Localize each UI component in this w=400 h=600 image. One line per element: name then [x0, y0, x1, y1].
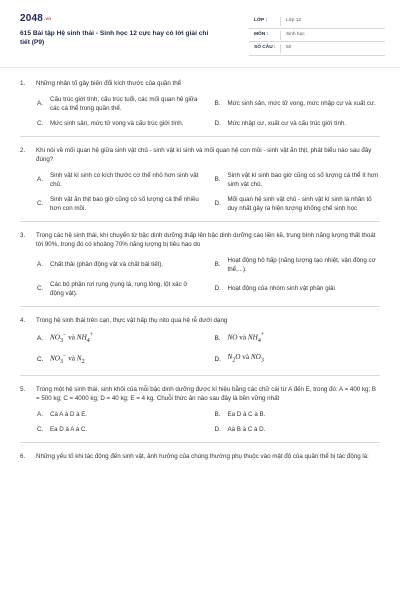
answer-option-c[interactable] [37, 280, 203, 298]
formula-connector: và [68, 333, 75, 342]
formula-connector: và [68, 354, 75, 363]
answer-options [20, 95, 380, 128]
option-letter: A. [37, 261, 44, 268]
formula-base: N [227, 353, 233, 362]
meta-row-count [249, 42, 385, 56]
document-meta-table [249, 15, 385, 56]
question-number: 1. [20, 80, 26, 87]
formula-base: NO [50, 333, 60, 342]
meta-value: Sinh học [286, 31, 305, 37]
formula-charge: + [260, 332, 265, 338]
meta-value: 50 [286, 45, 292, 50]
answer-option-c[interactable] [37, 195, 203, 213]
option-letter: D. [214, 285, 221, 292]
option-letter: A. [37, 100, 44, 107]
meta-row-subject [249, 29, 385, 43]
formula-base: NO [50, 354, 60, 363]
formula-charge: − [63, 352, 67, 359]
formula-subscript: 4 [257, 337, 261, 344]
option-letter: B. [214, 100, 221, 107]
option-text: Mức sinh sản, mức tử vong, mức nhập cư và xuất cư. [227, 100, 376, 107]
answer-option-d[interactable] [215, 425, 381, 434]
option-text: Hoạt động hô hấp (năng lượng tạo nhiệt, vận động cơ thể,...). [227, 256, 376, 273]
document-title: 615 Bài tập Hệ sinh thái - Sinh học 12 cực hay có lời giải chi tiết (P9) [20, 30, 209, 46]
answer-option-a[interactable] [37, 256, 203, 274]
question [20, 231, 380, 307]
answer-option-b[interactable] [215, 95, 381, 113]
answer-option-b[interactable] [215, 256, 381, 274]
option-text: Hoạt động của nhóm sinh vật phân giải [227, 285, 335, 292]
logo-suffix: .vn [44, 16, 52, 21]
option-text: Aà B à C à D. [227, 425, 266, 433]
option-formula [50, 331, 203, 346]
option-letter: B. [214, 334, 221, 342]
option-letter: D. [214, 355, 221, 363]
option-letter: A. [37, 410, 44, 418]
answer-option-d[interactable] [215, 195, 381, 213]
question [20, 146, 380, 222]
option-letter: D. [214, 119, 221, 127]
question [20, 316, 380, 376]
option-letter: B. [214, 410, 221, 418]
answer-options [20, 410, 380, 434]
formula-subscript: 4 [86, 337, 90, 344]
option-text: Sinh vật ăn thịt bao giờ cũng có số lượng cá thể nhiều hơn con mồi. [50, 195, 199, 212]
answer-option-a[interactable] [37, 171, 203, 189]
option-letter: C. [37, 355, 44, 363]
question-number: 4. [20, 316, 26, 324]
option-text: Mức sinh sản, mức tử vong và cấu trúc giới tính. [50, 119, 184, 127]
meta-value: Lớp 12 [286, 18, 302, 23]
option-text: Mối quan hệ sinh vật chủ - sinh vật kí sinh là nhân tố duy nhất gây ra hiện tượng khống chế sinh học [227, 195, 372, 212]
option-letter: B. [214, 176, 221, 183]
formula-connector: và [242, 353, 250, 362]
question-text: Những yếu tố khi tác động đến sinh vật, ảnh hưởng của chúng thường phụ thuộc vào mật độ của quần thể bị tác động là: [36, 452, 369, 460]
meta-key: MÔN : [254, 31, 269, 37]
option-formula [50, 352, 203, 367]
answer-option-d[interactable] [215, 119, 381, 128]
question-text: Trong một hệ sinh thái, sinh khối của mỗi bậc dinh dưỡng được kí hiệu bằng các chữ cái từ A đến E, trong đó: A = 400 kg; B = 500 kg; C = 4000 kg; D = 40 kg; E = 4 kg. Chuỗi thức ăn nào sau đây là bền vững nhất [36, 385, 377, 403]
logo-text: 2048 [20, 13, 44, 24]
option-letter: C. [37, 200, 44, 207]
formula-subscript: 2 [232, 357, 236, 364]
formula-base: N [76, 354, 82, 363]
question-text: Những nhân tố gây biến đổi kích thước của quần thể [36, 80, 182, 87]
option-text: Cà A à D à E. [50, 410, 88, 418]
question-text: Trong hệ sinh thái trên cạn, thực vật hấp thụ nito qua hệ rễ dưới dạng [36, 316, 228, 324]
meta-key: SỐ CÂU : [254, 45, 276, 50]
option-text: Ea D à A à C. [50, 425, 88, 433]
formula-base: NO [250, 353, 261, 362]
formula-charge: + [89, 332, 94, 338]
meta-key: LỚP : [254, 18, 268, 23]
meta-row-class [249, 15, 385, 29]
option-text: Sinh vật kí sinh có kích thước cơ thể nhỏ hơn sinh vật chủ. [50, 171, 199, 188]
formula-subscript: 3 [260, 357, 264, 364]
question-text: Trong các hệ sinh thái, khi chuyển từ bậc dinh dưỡng thấp lên bậc dinh dưỡng cao liền kề, trung bình năng lượng thất thoát tới 90%, trong đó có khoảng 70% năng lượng bị tiêu hao do [36, 231, 376, 248]
answer-option-a[interactable] [37, 331, 203, 346]
question-list [20, 79, 380, 478]
meta-divider [280, 31, 281, 40]
question-number: 3. [20, 231, 26, 239]
formula-subscript: 2 [81, 358, 85, 365]
answer-option-b[interactable] [215, 171, 381, 189]
page-header [0, 0, 400, 66]
answer-option-d[interactable] [215, 280, 381, 298]
option-text: Chất thải (phân động vật và chất bài tiết). [50, 261, 164, 268]
question-text: Khi nói về mối quan hệ giữa sinh vật chủ - sinh vật kí sinh và mối quan hệ con mồi - sinh vật ăn thịt, phát biểu nào sau đây đúng? [36, 146, 372, 163]
answer-option-a[interactable] [37, 95, 203, 113]
header-divider [0, 67, 400, 68]
answer-options [20, 331, 380, 367]
answer-option-b[interactable] [215, 410, 381, 419]
option-letter: C. [37, 425, 44, 433]
answer-option-c[interactable] [37, 425, 203, 434]
option-letter: C. [37, 285, 44, 292]
option-text: Sinh vật kí sinh bao giờ cũng có số lượng cá thể ít hơn sinh vật chủ. [227, 171, 379, 188]
option-letter: A. [37, 176, 44, 183]
site-logo[interactable] [20, 13, 51, 24]
answer-option-d[interactable] [215, 352, 381, 367]
option-letter: A. [37, 334, 44, 342]
question-number: 5. [20, 385, 26, 393]
question [20, 452, 380, 470]
formula-subscript: 3 [60, 358, 63, 365]
answer-option-c[interactable] [37, 119, 203, 128]
option-text: Ea D à C à B. [227, 410, 266, 418]
meta-divider [280, 44, 281, 53]
option-text: Cấu trúc giới tính, cấu trúc tuổi, các mối quan hệ giữa các cá thể trong quần thể. [50, 95, 198, 112]
meta-divider [280, 17, 281, 26]
answer-options [20, 171, 380, 213]
formula-base: NH [247, 333, 258, 342]
option-letter: D. [214, 200, 221, 207]
answer-option-b[interactable] [215, 331, 381, 346]
option-letter: D. [214, 425, 221, 433]
question [20, 385, 380, 443]
answer-option-a[interactable] [37, 410, 203, 419]
formula-subscript: 3 [60, 337, 63, 344]
formula-charge: − [63, 332, 67, 338]
answer-option-c[interactable] [37, 352, 203, 367]
formula-base: NH [76, 333, 87, 342]
answer-options [20, 256, 380, 298]
option-letter: C. [37, 119, 44, 127]
formula-base: O [235, 353, 241, 362]
formula-connector: và [239, 333, 247, 342]
option-text: Mức nhập cư, xuất cư và cấu trúc giới tính. [227, 119, 347, 127]
option-formula [228, 331, 381, 346]
option-letter: B. [214, 261, 221, 268]
question-number: 6. [20, 452, 26, 460]
option-text: Các bộ phận rơi rụng (rụng lá, rụng lông, lột xác ở động vật). [50, 280, 188, 297]
formula-base: NO [227, 333, 238, 342]
question [20, 79, 380, 137]
question-number: 2. [20, 146, 26, 154]
option-formula [228, 353, 381, 365]
